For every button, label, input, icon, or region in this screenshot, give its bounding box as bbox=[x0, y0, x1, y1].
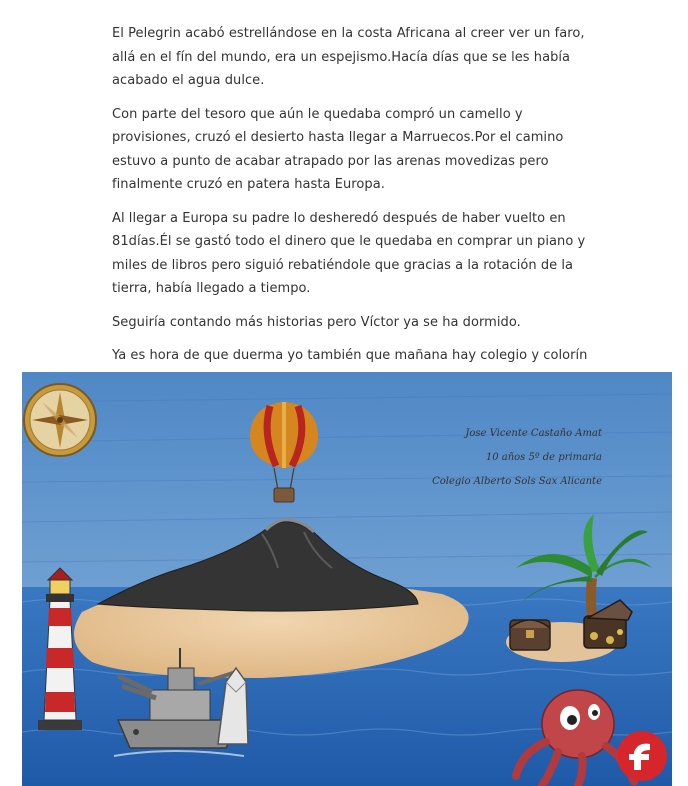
credits-block bbox=[382, 422, 602, 494]
credits-grade: 10 años 5º de primaria bbox=[485, 452, 602, 463]
logo-icon bbox=[616, 730, 668, 782]
story-paragraph: Con parte del tesoro que aún le quedaba compró un camello y provisiones, cruzó el desierto hasta llegar a Marruecos.Por el camino estuvo a punto de acabar atrapado por las arenas movedizas pero finalmente cruzó en patera hasta Europa. bbox=[112, 106, 564, 192]
story-text bbox=[112, 22, 592, 401]
story-paragraph: El Pelegrin acabó estrellándose en la costa Africana al creer ver un faro, allá en el fín del mundo, era un espejismo.Hacía días que se les había acabado el agua dulce. bbox=[112, 26, 585, 88]
compass-icon bbox=[24, 384, 96, 456]
story-paragraph: Al llegar a Europa su padre lo desheredó después de haber vuelto en 81días.Él se gastó todo el dinero que le quedaba en comprar un piano y miles de libros pero siguió rebatiéndole que gracias a la rotación de la tierra, había llegado a tiempo. bbox=[112, 210, 586, 296]
treasure-chest-icon bbox=[510, 620, 550, 650]
illustration bbox=[22, 372, 672, 786]
credits-author: Jose Vicente Castaño Amat bbox=[465, 428, 602, 439]
story-paragraph: Ya es hora de que duerma yo también que mañana hay colegio y colorín bbox=[112, 348, 588, 363]
story-paragraph: Seguiría contando más historias pero Víctor ya se ha dormido. bbox=[112, 314, 521, 330]
credits-school: Colegio Alberto Sols Sax Alicante bbox=[432, 476, 602, 487]
